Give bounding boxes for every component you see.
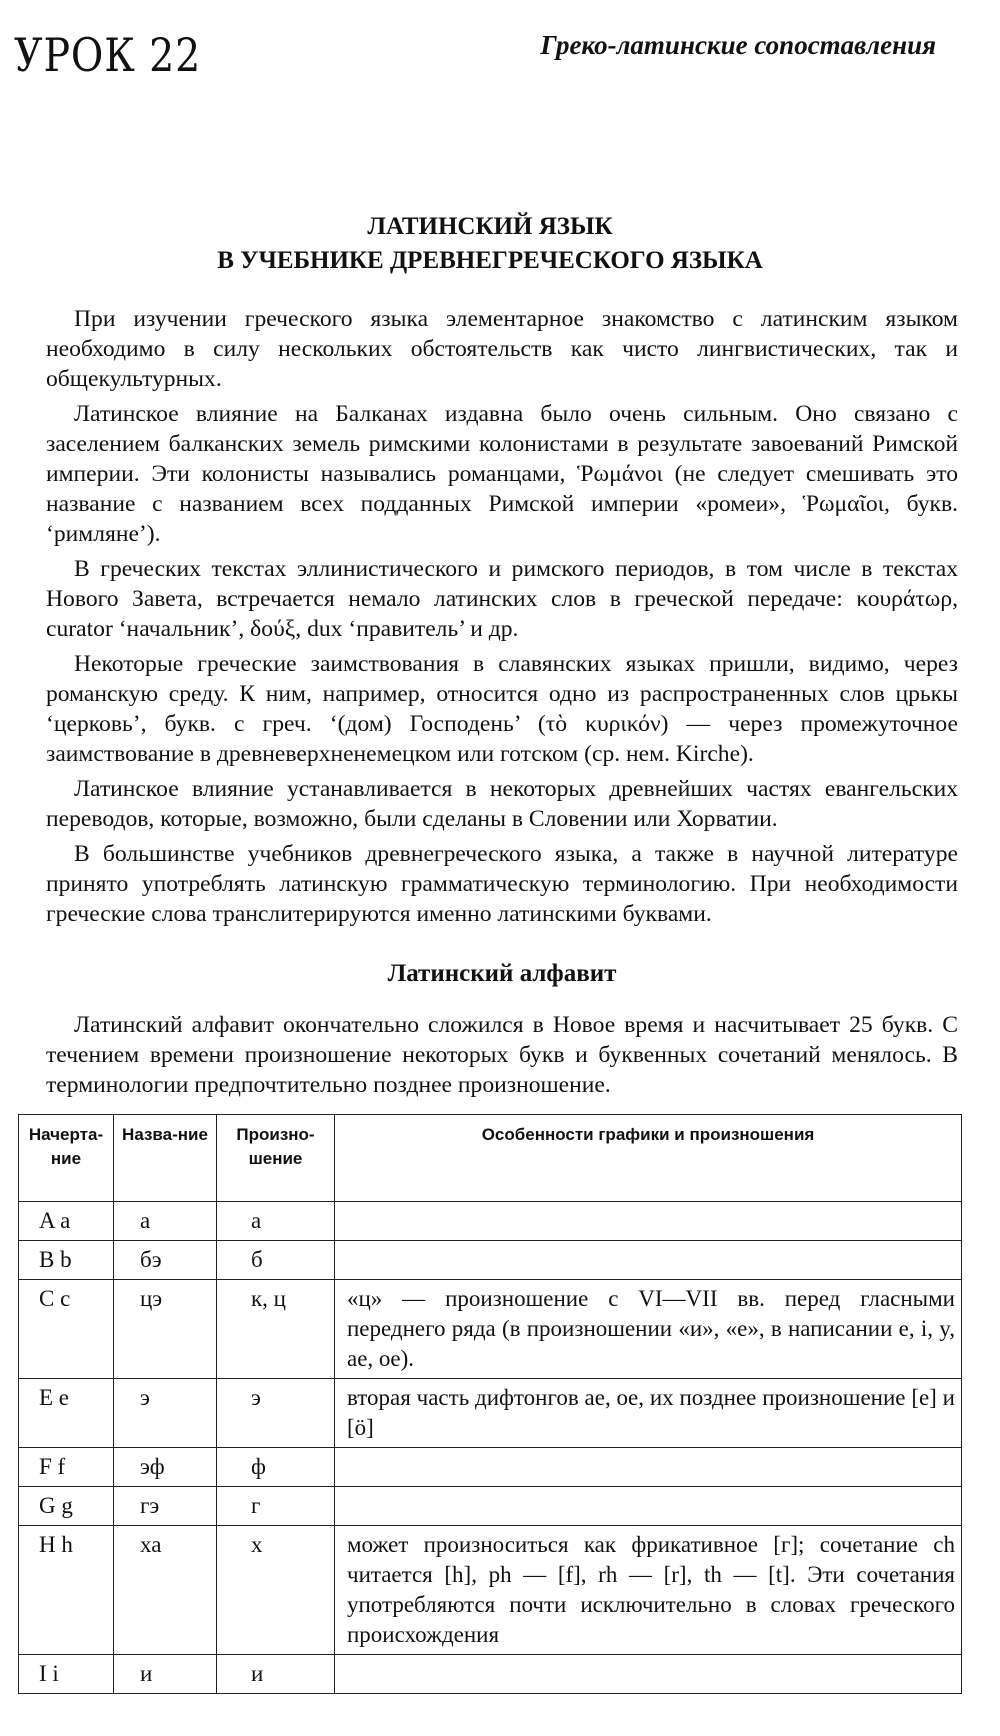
paragraph: В большинстве учебников древнегреческого языка, а также в научной литературе принято употреблять латинскую грамматическую терминологию. При необходимости греческие слова транслитерируются именно латинскими буквами. <box>46 841 958 927</box>
paragraph: Латинское влияние устанавливается в некоторых древнейших частях евангельских переводов, которые, возможно, были сделаны в Словении или Хорватии. <box>46 776 958 832</box>
alphabet-table <box>18 1114 962 1694</box>
letter-cell: G g <box>19 1487 114 1526</box>
letter-cell: A a <box>19 1202 114 1241</box>
notes-cell <box>335 1655 962 1694</box>
notes-cell <box>335 1448 962 1487</box>
notes-cell <box>335 1202 962 1241</box>
letter-cell: C c <box>19 1280 114 1379</box>
pronunciation-cell: ф <box>217 1448 335 1487</box>
name-cell: эф <box>114 1448 217 1487</box>
name-cell: бэ <box>114 1241 217 1280</box>
letter-cell: F f <box>19 1448 114 1487</box>
pronunciation-cell: х <box>217 1526 335 1655</box>
chapter-title-line1: ЛАТИНСКИЙ ЯЗЫК <box>367 213 613 240</box>
chapter-title <box>60 210 920 278</box>
paragraph: Латинское влияние на Балканах издавна было очень сильным. Оно связано с заселением балканских земель римскими колонистами в результате завоеваний Римской империи. Эти колонисты назывались романцами, Ῥωμάνοι (не следует смешивать это название с названием всех подданных Римской империи «ромеи», Ῥωμαῖοι, букв. ‘римляне’). <box>46 401 958 547</box>
notes-cell: может произноситься как фрикативное [г]; сочетание ch читается [h], ph — [f], rh — [r], th — [t]. Эти сочетания употребляются почти исключительно в словах греческого происхождения <box>335 1526 962 1655</box>
name-cell: а <box>114 1202 217 1241</box>
pronunciation-cell: а <box>217 1202 335 1241</box>
name-cell: ха <box>114 1526 217 1655</box>
column-header-name: Назва-ние <box>114 1115 217 1202</box>
table-row <box>19 1448 962 1487</box>
alphabet-intro <box>46 1010 958 1100</box>
name-cell: цэ <box>114 1280 217 1379</box>
name-cell: и <box>114 1655 217 1694</box>
notes-cell <box>335 1241 962 1280</box>
column-header-notes: Особенности графики и произношения <box>335 1115 962 1202</box>
table-row <box>19 1280 962 1379</box>
body-text <box>46 304 958 934</box>
running-title: Греко-латинские сопоставления <box>540 30 936 60</box>
letter-cell: E e <box>19 1379 114 1448</box>
notes-cell <box>335 1487 962 1526</box>
pronunciation-cell: и <box>217 1655 335 1694</box>
pronunciation-cell: к, ц <box>217 1280 335 1379</box>
letter-cell: I i <box>19 1655 114 1694</box>
name-cell: гэ <box>114 1487 217 1526</box>
letter-cell: H h <box>19 1526 114 1655</box>
alphabet-intro-text: Латинский алфавит окончательно сложился в Новое время и насчитывает 25 букв. С течением времени произношение некоторых букв и буквенных сочетаний менялось. В терминологии предпочтительно позднее произношение. <box>46 1012 958 1098</box>
column-header-letter: Начерта-ние <box>19 1115 114 1202</box>
column-header-pronunciation: Произно-шение <box>217 1115 335 1202</box>
name-cell: э <box>114 1379 217 1448</box>
table-row <box>19 1379 962 1448</box>
chapter-title-line2: В УЧЕБНИКЕ ДРЕВНЕГРЕЧЕСКОГО ЯЗЫКА <box>217 247 763 274</box>
section-heading: Латинский алфавит <box>387 960 617 987</box>
paragraph: В греческих текстах эллинистического и римского периодов, в том числе в текстах Нового Завета, встречается немало латинских слов в греческой передаче: κουράτωρ, curator ‘начальник’, δούξ, dux ‘правитель’ и др. <box>46 556 958 642</box>
pronunciation-cell: э <box>217 1379 335 1448</box>
table-row <box>19 1655 962 1694</box>
paragraph: Некоторые греческие заимствования в славянских языках пришли, видимо, через романскую среду. К ним, например, относится одно из распространенных слов црькы ‘церковь’, букв. с греч. ‘(дом) Господень’ (τὸ κυρικόν) — через промежуточное заимствование в древневерхненемецком или готском (ср. нем. Kirche). <box>46 651 958 767</box>
table-row <box>19 1241 962 1280</box>
letter-cell: B b <box>19 1241 114 1280</box>
table-row <box>19 1202 962 1241</box>
pronunciation-cell: б <box>217 1241 335 1280</box>
pronunciation-cell: г <box>217 1487 335 1526</box>
table-row <box>19 1526 962 1655</box>
notes-cell: «ц» — произношение с VI—VII вв. перед гласными переднего ряда (в произношении «и», «е», в написании e, i, y, ae, oe). <box>335 1280 962 1379</box>
paragraph: При изучении греческого языка элементарное знакомство с латинским языком необходимо в силу нескольких обстоятельств как чисто лингвистических, так и общекультурных. <box>46 306 958 392</box>
notes-cell: вторая часть дифтонгов ae, oe, их позднее произношение [e] и [ö] <box>335 1379 962 1448</box>
lesson-label: УРОК 22 <box>14 28 202 82</box>
table-row <box>19 1487 962 1526</box>
table-header-row <box>19 1115 962 1202</box>
